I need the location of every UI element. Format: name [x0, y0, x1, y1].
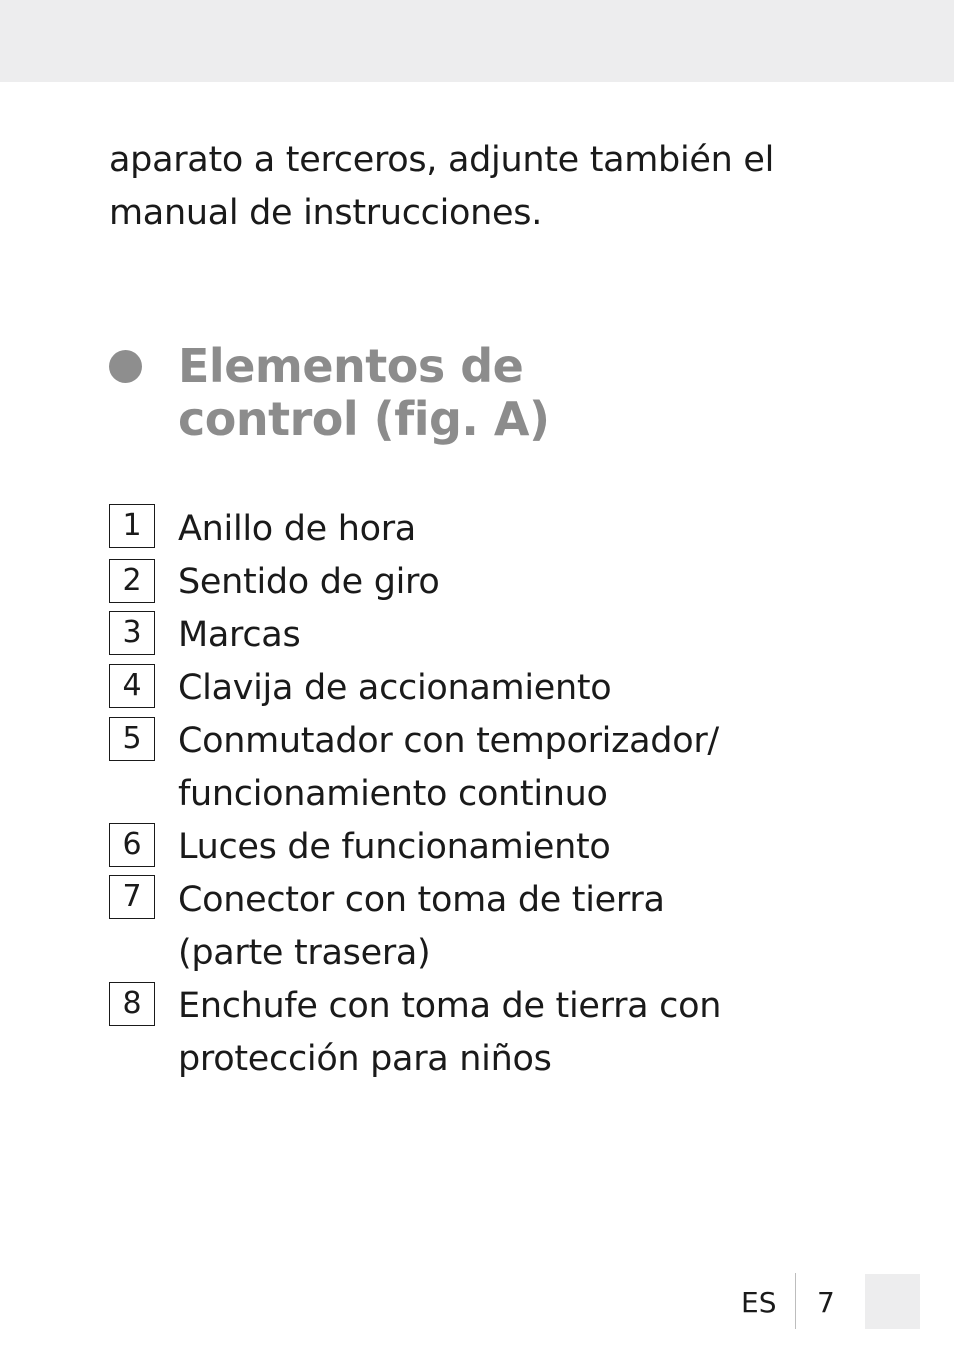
item-number-box: 4: [109, 664, 155, 708]
item-label-line: Conmutador con temporizador/: [178, 721, 719, 761]
item-number-box: 6: [109, 823, 155, 867]
footer-tab-marker: [865, 1274, 920, 1329]
section-bullet-icon: [109, 350, 142, 383]
item-label: [178, 715, 818, 821]
section-heading-line-2: control (fig. A): [178, 392, 550, 446]
intro-line-2: manual de instrucciones.: [109, 193, 543, 233]
header-band: [0, 0, 954, 82]
item-label-line: Conector con toma de tierra: [178, 880, 665, 920]
item-label-line: funcionamiento continuo: [178, 774, 608, 814]
item-number-box: 8: [109, 982, 155, 1026]
item-label-line: Luces de funcionamiento: [178, 827, 611, 867]
item-label-line: Clavija de accionamiento: [178, 668, 612, 708]
item-label: [178, 662, 818, 715]
item-label-line: protección para niños: [178, 1039, 552, 1079]
intro-paragraph: [109, 134, 809, 240]
item-number-box: 5: [109, 717, 155, 761]
item-label: [178, 609, 818, 662]
item-label-line: Sentido de giro: [178, 562, 440, 602]
item-label: [178, 821, 818, 874]
item-label: [178, 874, 818, 980]
page-number: 7: [817, 1286, 835, 1319]
item-label-line: Enchufe con toma de tierra con: [178, 986, 722, 1026]
item-label: [178, 503, 818, 556]
item-number-box: 1: [109, 504, 155, 548]
item-number-box: 7: [109, 875, 155, 919]
footer-divider: [795, 1273, 796, 1329]
footer-language-code: ES: [741, 1286, 777, 1319]
intro-line-1: aparato a terceros, adjunte también el: [109, 140, 774, 180]
item-label-line: Anillo de hora: [178, 509, 416, 549]
item-label-line: (parte trasera): [178, 933, 431, 973]
item-label-line: Marcas: [178, 615, 301, 655]
item-number-box: 2: [109, 559, 155, 603]
item-label: [178, 980, 818, 1086]
section-heading: [178, 340, 550, 446]
item-label: [178, 556, 818, 609]
item-number-box: 3: [109, 611, 155, 655]
section-heading-line-1: Elementos de: [178, 339, 524, 393]
